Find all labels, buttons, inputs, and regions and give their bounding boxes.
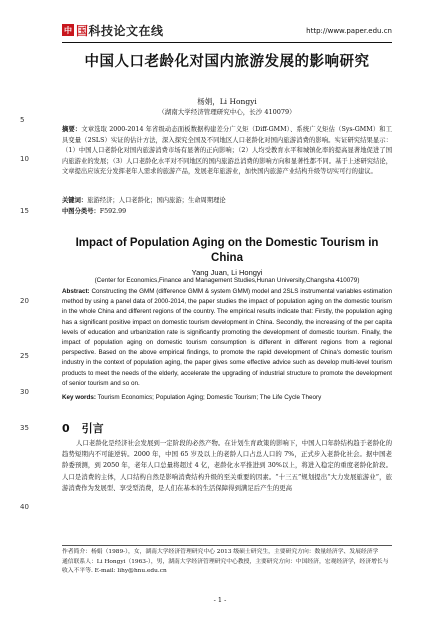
section-number: 0 — [62, 422, 70, 435]
logo-text: 国科技论文在线 — [76, 23, 164, 38]
author-en: Yang Juan, Li Hongyi — [191, 268, 263, 277]
clc-cn-text: F592.99 — [99, 208, 127, 215]
line-number: 5 — [20, 116, 25, 124]
line-number: 35 — [20, 424, 29, 432]
paper-title-cn: 中国人口老龄化对国内旅游发展的影响研究 — [84, 54, 370, 70]
abstract-en-label: Abstract: — [62, 288, 90, 295]
line-number: 10 — [20, 155, 29, 163]
keywords-cn-label: 关键词： — [62, 197, 88, 204]
abstract-cn-label: 摘要： — [62, 126, 82, 133]
abstract-en — [62, 287, 392, 389]
affiliation-en: (Center for Economics,Finance and Management Studies,Hunan University,Changsha 410079) — [94, 277, 360, 284]
line-number: 30 — [20, 388, 29, 396]
page-header — [62, 20, 392, 43]
section-title: 引言 — [81, 422, 104, 435]
abstract-cn — [62, 125, 392, 178]
line-number: 25 — [20, 352, 29, 360]
section-heading — [62, 420, 104, 436]
logo-mark-icon: 中 — [64, 24, 72, 35]
page-number: - 1 - — [213, 596, 227, 604]
line-number: 20 — [20, 297, 29, 305]
affiliation-cn: （湖南大学经济管理研究中心，长沙 410079） — [158, 108, 296, 116]
line-number: 15 — [20, 207, 29, 215]
keywords-cn-text: 旅游经济；人口老龄化；国内旅游；生命周期理论 — [87, 197, 226, 204]
author-cn: 杨娟，Li Hongyi — [197, 97, 257, 106]
keywords-en-text: Tourism Economics; Population Aging; Domestic Tourism; The Life Cycle Theory — [97, 394, 322, 401]
footnote-author: 作者简介：杨娟（1989-），女，湖南大学经济管理研究中心 2013 级硕士研究生，主要研究方向：数量经济学、发展经济学 — [62, 549, 379, 555]
site-url[interactable]: http://www.paper.edu.cn — [306, 27, 392, 35]
line-number: 40 — [20, 503, 29, 511]
abstract-en-text: Constructing the GMM (difference GMM & system GMM) model and 2SLS instrumental variables estimation method by using a panel data of 2000-2014, the paper studies the impact of population aging on the domestic tourism in the whole China and different regions of the country. The empirical results indicate that: Firstly, the population aging has a significant positive impact on domestic tourism development in China. Secondly, the increasing of the per capita levels of education and urbanization rate is significantly promoting the development of domestic tourism. Finally, the impact of population aging on domestic tourism consumption is different in different regions from a regional perspective. Based on the above empirical findings, to promote the rapid development of China's domestic tourism industry in the context of population aging, the paper gives some effective advice such as develop multi-level tourism products to meet the needs of the elderly, accelerate the upgrading of industrial structure to promote the development of senior tourism and so on. — [62, 288, 392, 387]
keywords-en — [62, 393, 392, 403]
paper-title-en: Impact of Population Aging on the Domestic Tourism in China — [75, 237, 379, 264]
intro-paragraph: 人口老龄化是经济社会发展到一定阶段的必然产物。在计划生育政策的影响下，中国人口年龄结构趋于老龄化的趋势短期内不可能逆转。2000 年，中国 65 岁及以上的老龄人口占总人口的 7%，正式步入老龄化社会。据中国老龄委预测，到 2050 年，老年人口总量将超过 4 亿，老龄化水平推进到 30%以上，将进入稳定的重度老龄化阶段。人口是消费的主体，人口结构自然是影响消费结构升级的至关重要的因素。“十三五”规划提出“大力发展旅游业”，旅游消费作为发展型、享受型消费，是人们在基本的生活保障得到满足后产生的更高 — [62, 439, 392, 492]
keywords-cn — [62, 196, 392, 207]
site-logo[interactable] — [62, 22, 164, 38]
clc-cn — [62, 207, 392, 218]
footnote-contact: 通信联系人：Li Hongyi（1963-），男，湖南大学经济管理研究中心教授，主要研究方向：中国经济，宏观经济学，经济增长与收入不平等. E-mail: lihy@hnu.edu.cn — [62, 558, 389, 574]
keywords-en-label: Key words: — [62, 394, 96, 401]
footnotes — [62, 545, 392, 577]
abstract-cn-text: 文章选取 2000-2014 年省级动态面板数据构建差分广义矩（Diff-GMM）、系统广义矩估（Sys-GMM）和工具变量（2SLS）实证的估计方法，深入探究全国及不同地区人口老龄化对国内旅游消费的影响。实证研究结果显示：（1）中国人口老龄化对国内旅游消费市场有显著的正向影响；（2）人均受教育水平和城镇化率的提高显著地促进了国内旅游业的发展；（3）人口老龄化水平对不同地区的国内旅游总消费的影响方向和显著性都不同。基于上述研究结论，文章提出应该充分发挥老年人需求的旅游产品，发展老年旅游业，加快国内旅游产业结构升级等切实可行的建议。 — [62, 126, 392, 175]
clc-cn-label: 中图分类号： — [62, 208, 100, 215]
